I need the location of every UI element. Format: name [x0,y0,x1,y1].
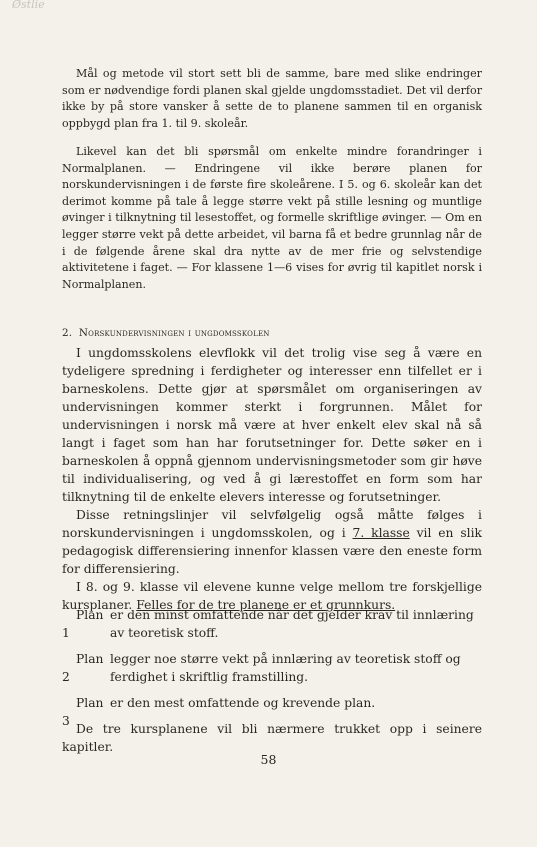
section-number: 2. [62,327,73,339]
paragraph-guidelines [62,506,482,578]
course-plans-text: I 8. og 9. klasse vil elevene kunne velge mellom tre forskjellige kursplaner. [62,580,482,612]
guidelines-text-end: vil en slik pedagogisk differensiering innenfor klassen være den eneste form for differensiering. [62,526,482,576]
paragraph-pupil-spread: I ungdomsskolens elevflokk vil det trolig vise seg å være en tydeligere spredning i ferdigheter og interesser enn tilfellet er i barneskolens. Dette gjør at spørsmålet om organiseringen av undervisningen kommer sterkt i forgrunnen. Målet for undervisningen i norsk må være at hver enkelt elev skal nå så langt i faget som han har forutsetninger for. Dette søker en i barneskolen å oppnå gjennom undervisningsmetoder som gir høve til individualisering, og ved å gi lærestoffet en form som har tilknytning til de enkelte elevers interesse og forutsetninger. [62,346,482,504]
plan-description: legger noe større vekt på innlæring av teoretisk stoff og ferdighet i skriftlig framstilling. [110,652,461,684]
plan-label: Plan 3 [62,696,104,728]
plan-description: er den minst omfattende når det gjelder krav til innlæring av teoretisk stoff. [110,608,474,640]
page-number: 58 [260,752,277,767]
pencil-annotation: Østlie [12,0,45,11]
plan-label: Plan 2 [62,652,104,684]
paragraph-goals-methods: Mål og metode vil stort sett bli de samme, bare med slike endringer som er nødvendige fordi planen skal gjelde ungdomsstadiet. Det vil derfor ikke by på store vansker å sette de to planene sammen til en organisk oppbygd plan fra 1. til 9. skoleår. [62,67,482,130]
paragraph-changes: Likevel kan det bli spørsmål om enkelte mindre forandringer i Normalplanen. — Endringene vil ikke berøre planen for norskundervisningen i de første fire skoleårene. I 5. og 6. skoleår kan det derimot komme på tale å legge større vekt på stille lesning og muntlige øvinger i tilknytning til lesestoffet, og formelle skriftlige øvinger. — Om en legger større vekt på dette arbeidet, vil barna få et bedre grunnlag når de i de følgende årene skal dra nytte av de mer frie og selvstendige aktivitetene i faget. — For klassene 1—6 vises for øvrig til kapitlet norsk i Normalplanen. [62,145,482,291]
plan-item [62,650,482,686]
plan-list [62,606,482,738]
section-body [62,344,482,614]
section-title: Norskundervisningen i ungdomsskolen [78,327,270,339]
closing-paragraph: De tre kursplanene vil bli nærmere trukket opp i seinere kapitler. [62,722,482,754]
underlined-seventh-grade: 7. klasse [352,526,410,540]
underlined-basic-course: Felles for de tre planene er et grunnkurs. [136,598,396,612]
plan-label: Plan 1 [62,608,104,640]
plan-item [62,606,482,642]
plan-description: er den mest omfattende og krevende plan. [110,696,376,710]
section-heading [62,327,482,339]
guidelines-text-start: Disse retningslinjer vil selvfølgelig også måtte følges i norskundervisningen i ungdomsskolen, og i [62,508,482,540]
